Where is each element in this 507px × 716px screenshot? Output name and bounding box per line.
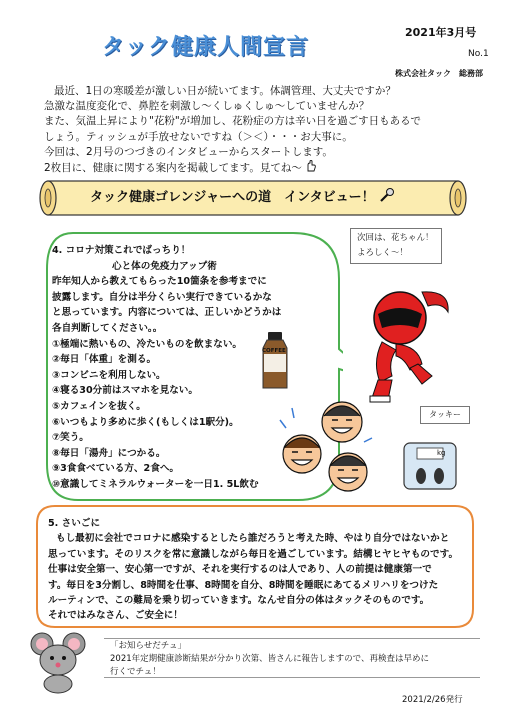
company-name: 株式会社タック 総務部 [395,69,483,78]
tip-item: ③コンビニを利用しない。 [52,369,166,381]
interview-body-line: 披露します。自分は半分くらい実行できているかな [52,291,272,303]
newsletter-title: タック健康人間宣言 [102,35,310,60]
scale-unit: kg [437,449,446,457]
tip-item: ①極端に熱いもの、冷たいものを飲まない。 [52,338,243,350]
intro-line: 最近、1日の寒暖差が激しい日が続いてます。体調管理、大丈夫ですか？ [54,85,396,97]
closing-heading: 5. さいごに [48,518,101,529]
tip-item: ⑦笑う。 [52,432,89,444]
hand-icon [305,160,317,172]
scale-icon [403,442,457,490]
intro-line-text: 2枚目に、健康に関する案内を掲載してます。見てね～ [44,162,302,175]
interview-subheading: 心と体の免疫力アップ術 [112,260,217,272]
banner-title [90,186,395,205]
intro-line: また、気温上昇により"花粉"が増加し、花粉症の方は辛い日を過ごす日もあるで [44,115,422,128]
laughing-faces-illustration [272,398,382,498]
closing-line: 思っています。そのリスクを常に意識しながら毎日を過ごしています。結構ヒヤヒヤものです。 [48,548,459,560]
next-line: よろしく～！ [357,248,409,258]
tacky-label: タッキー [420,406,470,424]
notice-line: 2021年定期健康診断結果が分かり次第、皆さんに報告しますので、再検査は早めに [110,654,429,664]
closing-line: それではみなさん、ご安全に！ [48,610,183,622]
closing-line: す。毎日を3分割し、8時間を仕事、8時間を自分、8時間を睡眠にあてるメリハリをつけた [48,579,439,591]
issue-date: 2021年3月号 [405,26,477,39]
closing-line: ルーティンで、この難局を乗り切っていきます。なんせ自分の体はタックそのものです。 [48,595,430,607]
closing-line: もし最初に会社でコロナに感染するとしたら誰だろうと考えた時、やはり自分ではないかと [56,533,450,545]
closing-text [48,516,468,624]
tip-item: ⑨3食食べている方、2食へ。 [52,463,180,475]
tip-item: ⑥いつもより多めに歩く(もしくは1駅分)。 [52,416,239,428]
tip-item: ④寝る30分前はスマホを見ない。 [52,385,198,397]
coffee-bottle-icon [257,332,293,390]
coffee-label: COFFEE [262,348,286,354]
interview-heading: 4. コロナ対策これでばっちり！ [52,245,191,256]
intro-line: しょう。ティッシュが手放せないですね（＞＜）・・・お大事に。 [44,130,353,143]
microphone-icon [379,187,395,203]
intro-line [44,160,484,176]
intro-text [44,84,484,176]
interview-body-line: 昨年知人から教えてもらった10箇条を参考までに [52,276,267,288]
banner-title-text: タック健康ゴレンジャーへの道 インタビュー！ [90,190,375,205]
interview-body-line: と思っています。内容については、正しいかどうかは [52,307,282,319]
issue-date-footer: 2021/2/26発行 [402,695,463,705]
next-line: 次回は、花ちゃん！ [357,233,434,243]
red-ranger-mascot [352,272,452,412]
tip-item: ⑩意識してミネラルウォーターを一日1. 5L飲む [52,478,259,490]
intro-line: 急激な温度変化で、鼻腔を刺激し～くしゅくしゅ～していませんか？ [44,100,370,113]
notice-box [104,638,480,678]
interview-body-line: 各自判断してください。。 [52,322,163,334]
intro-line: 今回は、2月号のつづきのインタビューからスタートします。 [44,145,333,158]
tip-item: ②毎日「体重」を測る。 [52,354,157,366]
next-issue-note [350,228,442,264]
notice-title: 「お知らせだチュ」 [110,641,186,651]
mouse-mascot [28,632,92,694]
notice-line: 行くでチュ！ [110,667,161,677]
tip-item: ⑧毎日「湯舟」につかる。 [52,447,166,459]
issue-number: No.1 [468,49,489,59]
closing-line: 仕事は安全第一、安心第一ですが、それを実行するのは人であり、人の前提は健康第一で [48,564,432,576]
tip-item: ⑤カフェインを抜く。 [52,400,146,412]
